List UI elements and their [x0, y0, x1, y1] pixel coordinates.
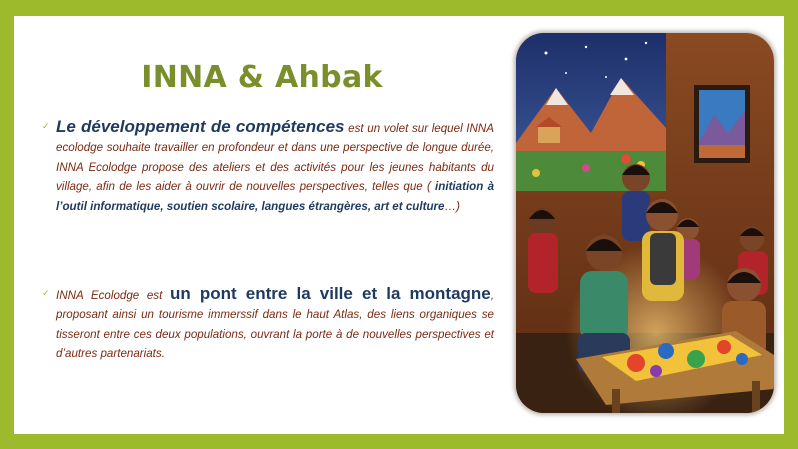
slide: [14, 16, 784, 434]
paragraph-skills-highlight: initiation à l’outil informatique, soutien scolaire, langues étrangères, art et culture: [56, 180, 495, 213]
paragraph-skills: [42, 117, 495, 216]
paragraph-bridge-lead: un pont entre la ville et la montagne: [169, 284, 491, 303]
check-bullet-icon: ✓: [42, 288, 50, 298]
paragraph-bridge-intro: INNA Ecolodge est: [56, 289, 170, 302]
paragraph-skills-tail: …): [444, 199, 460, 213]
slide-title: INNA & Ahbak: [141, 60, 383, 95]
photo-illustration: [516, 33, 774, 413]
paragraph-skills-text: est un volet sur lequel INNA ecolodge souhaite travailler en profondeur et dans une perspective de longue durée, INNA Ecolodge propose des ateliers et des activités pour les jeunes habitants du village, afin de les aider à ouvrir de nouvelles perspectives, telles que (: [56, 122, 494, 194]
paragraph-bridge: [42, 284, 494, 364]
paragraph-bridge-text: , proposant ainsi un tourisme immerssif dans le haut Atlas, des liens organiques se tisseront entre ces deux populations, ouvrant la porte à de nouvelles perspectives et d’autres partenariats.: [56, 289, 494, 361]
paragraph-skills-lead: Le développement de compétences: [56, 117, 345, 136]
check-bullet-icon: ✓: [42, 121, 50, 131]
children-painting-photo: [516, 33, 774, 413]
